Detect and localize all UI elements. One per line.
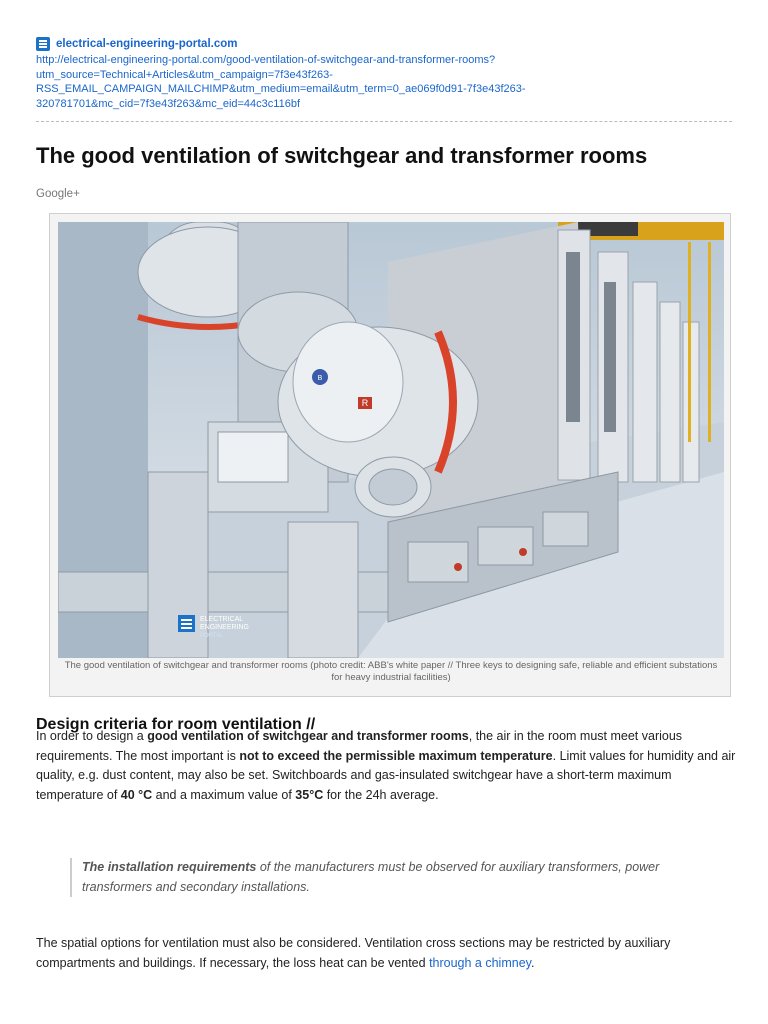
share-google-plus[interactable]: Google+	[36, 188, 80, 200]
label-r: R	[361, 398, 369, 408]
switchgear-photo	[58, 222, 724, 658]
source-header	[36, 36, 736, 111]
figure-caption: The good ventilation of switchgear and transformer rooms (photo credit: ABB's white paper // Three keys to designing safe, reliable and efficient substations for heavy industrial facilities)	[64, 660, 718, 683]
page-title: The good ventilation of switchgear and transformer rooms	[36, 143, 648, 168]
logo-line-3: PORTAL	[200, 633, 224, 639]
blockquote: The installation requirements of the manufacturers must be observed for auxiliary transformers, power transformers and secondary installations.	[70, 858, 722, 897]
paragraph-2: The spatial options for ventilation must also be considered. Ventilation cross sections may be restricted by auxiliary compartments and buildings. If necessary, the loss heat can be vented through a chimney.	[36, 936, 671, 970]
article-figure	[49, 213, 731, 697]
chimney-link[interactable]: through a chimney	[429, 955, 531, 970]
source-domain-link[interactable]: electrical-engineering-portal.com	[56, 38, 238, 50]
site-logo-icon	[36, 37, 50, 51]
label-b: B	[317, 375, 323, 382]
logo-line-2: ENGINEERING	[200, 624, 250, 631]
divider	[36, 121, 732, 122]
logo-line-1: ELECTRICAL	[200, 616, 244, 623]
source-url-link[interactable]: http://electrical-engineering-portal.com/good-ventilation-of-switchgear-and-transformer-rooms? utm_source=Technical+Articles&utm_campaign=7f3e43f263- RSS_EMAIL_CAMPAIGN_MAILCHIMP&utm_medium=email&utm_term=0_ae069f0d91-7f3e43f263- 320781701&mc_cid=7f3e43f263&mc_eid=44c3c116bf	[36, 54, 526, 110]
section-heading: Design criteria for room ventilation //	[36, 716, 316, 733]
paragraph-1: In order to design a good ventilation of switchgear and transformer rooms, the air in the room must meet various requirements. The most important is not to exceed the permissible maximum temperature. Limit values for humidity and air quality, e.g. dust content, may also be set. Switchboards and gas-insulated switchgear have a short-term maximum temperature of 40 °C and a maximum value of 35°C for the 24h average.	[36, 729, 736, 802]
switchgear-illustration	[58, 222, 724, 658]
